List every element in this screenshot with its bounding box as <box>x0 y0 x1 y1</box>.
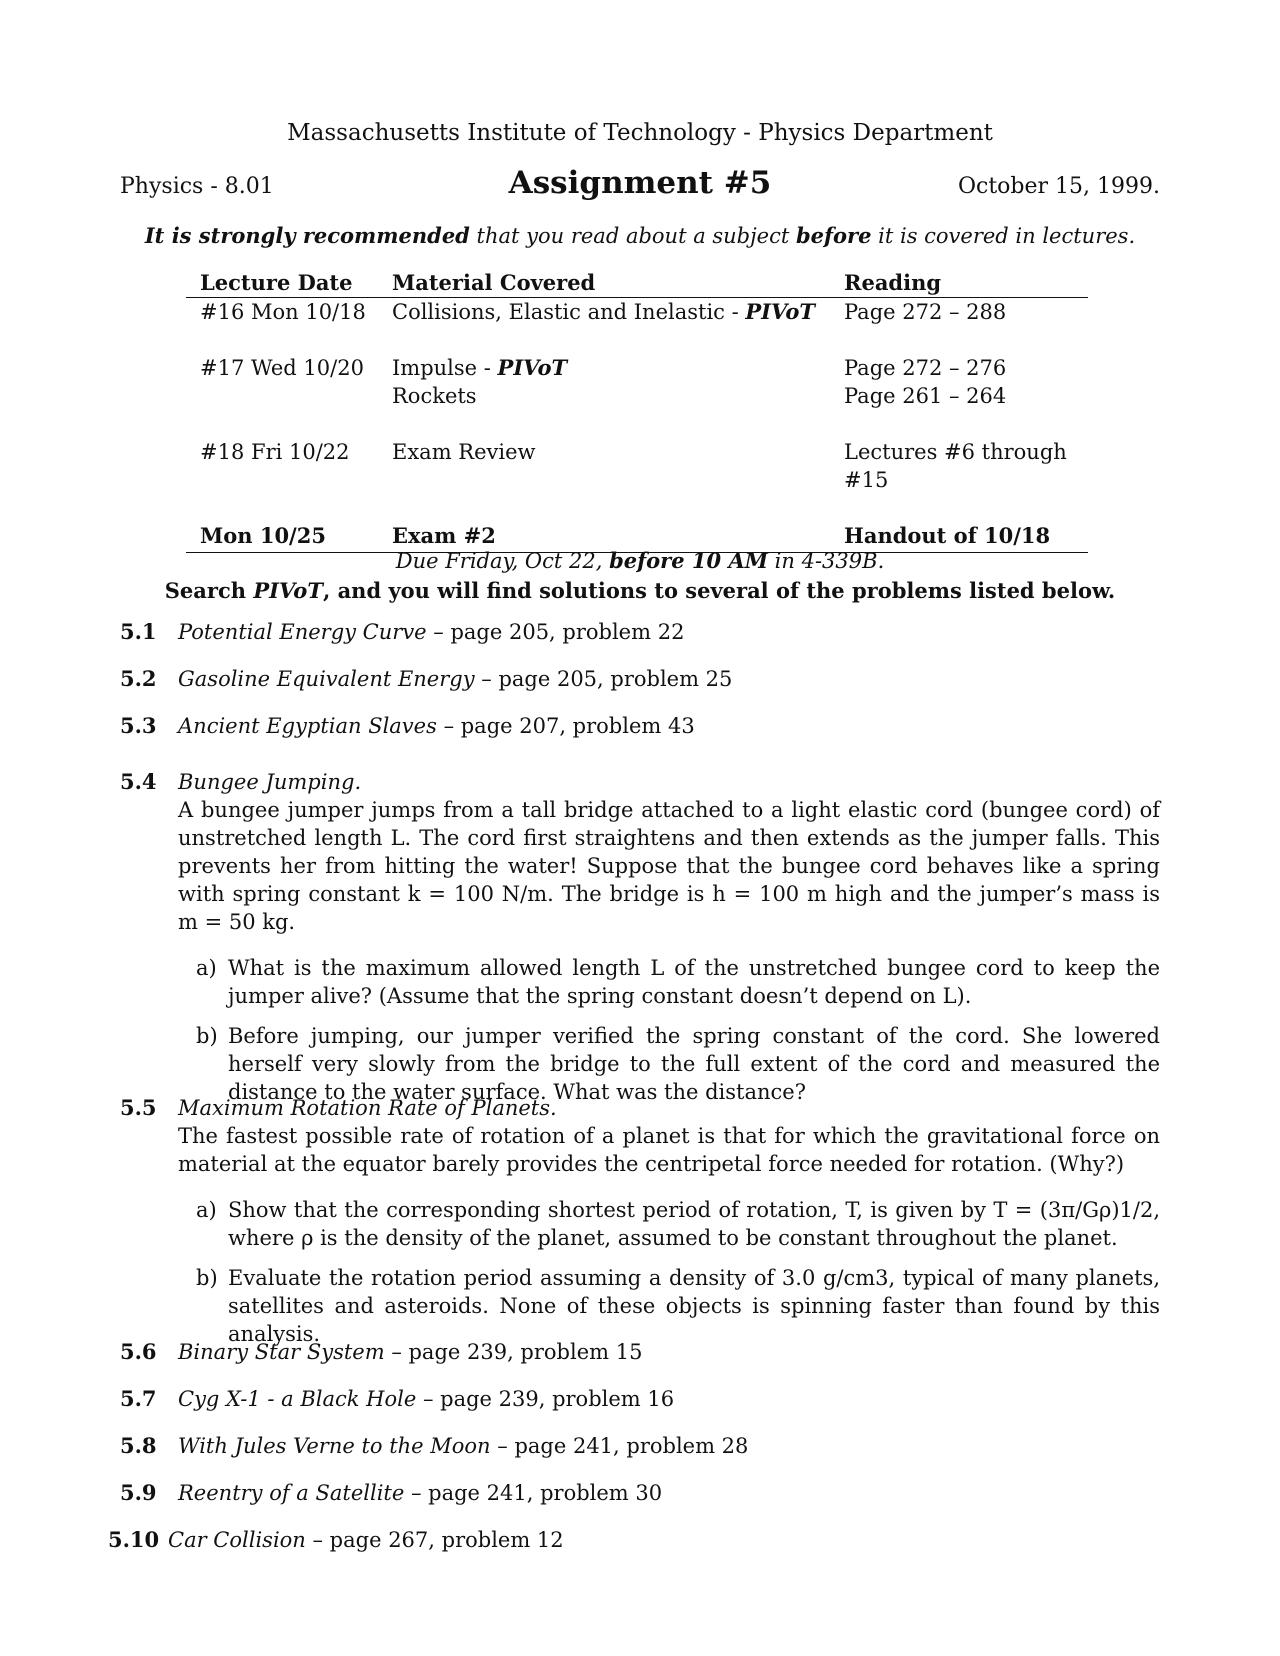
lecture-date: Mon 10/25 <box>200 523 326 548</box>
problem-number: 5.6 <box>120 1339 157 1364</box>
reading-pages: Handout of 10/18 <box>844 523 1051 548</box>
col-header-reading: Reading <box>844 270 942 295</box>
table-row <box>186 354 1088 382</box>
assignment-date: October 15, 1999. <box>957 174 1160 199</box>
problem-title: Car Collision <box>168 1528 306 1552</box>
problem-item <box>120 768 1160 1106</box>
due-date-line <box>0 548 1280 573</box>
part-label: b) <box>196 1024 218 1048</box>
problem-description: A bungee jumper jumps from a tall bridge attached to a light elastic cord (bungee cord) of unstretched length L. The cord first straightens and then extends as the jumper falls. This prevents her from hitting the water! Suppose that the bungee cord behaves like a spring with spring constant k = 100 N/m. The bridge is h = 100 m high and the jumper’s mass is m = 50 kg. <box>178 798 1160 934</box>
problem-description: The fastest possible rate of rotation of a planet is that for which the gravitational force on material at the equator barely provides the centripetal force needed for rotation. (Why?) <box>178 1124 1160 1176</box>
pivot-label: PIVoT <box>745 299 815 324</box>
problem-number: 5.8 <box>120 1433 157 1458</box>
problem-part-a <box>196 1196 1160 1252</box>
part-label: a) <box>196 1198 217 1222</box>
material-text: Collisions, Elastic and Inelastic - <box>392 300 746 324</box>
due-deadline: before 10 AM <box>609 548 768 573</box>
problem-title: Potential Energy Curve <box>178 620 427 644</box>
problem-title: Ancient Egyptian Slaves <box>178 714 437 738</box>
problem-title: Gasoline Equivalent Energy <box>178 667 475 691</box>
lecture-date: #16 Mon 10/18 <box>200 300 366 324</box>
problem-title: Bungee Jumping. <box>178 770 362 794</box>
problem-reference: – page 205, problem 25 <box>474 667 733 691</box>
reading-pages: Page 272 – 276 <box>844 356 1007 380</box>
problem-title: With Jules Verne to the Moon <box>178 1434 491 1458</box>
problem-title: Reentry of a Satellite <box>178 1481 405 1505</box>
search-text: Search <box>164 578 254 603</box>
pivot-label: PIVoT <box>497 355 568 380</box>
material-covered: Exam #2 <box>392 523 496 548</box>
problem-item <box>120 1385 1160 1413</box>
page-title: Assignment #5 <box>508 165 772 201</box>
col-header-material: Material Covered <box>392 270 596 295</box>
part-text: Show that the corresponding shortest period of rotation, T, is given by T = (3π/Gρ)1/2, where ρ is the density of the planet, assumed to be constant throughout the planet. <box>228 1198 1160 1250</box>
problem-title: Maximum Rotation Rate of Planets. <box>178 1096 557 1120</box>
lecture-schedule-table <box>186 268 1088 553</box>
problem-title: Binary Star System <box>178 1340 385 1364</box>
recommend-text: that you read about a subject <box>469 224 796 248</box>
recommend-emphasis: It is strongly recommended <box>144 223 470 248</box>
problem-reference: – page 241, problem 28 <box>490 1434 749 1458</box>
material-covered <box>378 298 830 355</box>
problem-reference: – page 205, problem 22 <box>426 620 685 644</box>
course-label: Physics - 8.01 <box>120 174 274 199</box>
problem-number: 5.2 <box>120 666 157 691</box>
reading-pages: Lectures #6 through #15 <box>844 440 1067 492</box>
problem-reference: – page 241, problem 30 <box>404 1481 663 1505</box>
empty-cell <box>186 382 378 438</box>
institution-line: Massachusetts Institute of Technology - Physics Department <box>287 120 993 146</box>
problem-reference: – page 239, problem 15 <box>384 1340 643 1364</box>
part-text: Evaluate the rotation period assuming a density of 3.0 g/cm3, typical of many planets, satellites and asteroids. None of these objects is spinning faster than found by this analysis. <box>228 1266 1160 1346</box>
problem-item <box>120 1338 1160 1366</box>
reading-recommendation <box>0 223 1280 248</box>
part-label: a) <box>196 956 217 980</box>
recommend-end: it is covered in lectures. <box>871 224 1136 248</box>
search-text-end: , and you will find solutions to several of the problems listed below. <box>322 578 1116 603</box>
due-location: in 4-339B. <box>768 549 885 573</box>
due-text: Due Friday, Oct 22, <box>395 549 610 573</box>
problem-number: 5.4 <box>120 769 157 794</box>
problem-number: 5.3 <box>120 713 157 738</box>
search-pivot-line <box>0 578 1280 603</box>
problem-item <box>120 1094 1160 1348</box>
reading-pages: Page 261 – 264 <box>844 384 1007 408</box>
lecture-date: #18 Fri 10/22 <box>200 440 350 464</box>
problem-item <box>120 665 1160 693</box>
pivot-label: PIVoT <box>253 578 323 603</box>
problem-number: 5.5 <box>120 1095 157 1120</box>
problem-item <box>120 618 1160 646</box>
material-covered <box>378 354 830 382</box>
reading-pages: Page 272 – 288 <box>844 300 1007 324</box>
problem-reference: – page 239, problem 16 <box>416 1387 675 1411</box>
problem-title: Cyg X-1 - a Black Hole <box>178 1387 417 1411</box>
problem-number: 5.7 <box>120 1386 157 1411</box>
part-label: b) <box>196 1266 218 1290</box>
material-covered: Rockets <box>392 384 477 408</box>
problem-item <box>108 1526 1160 1554</box>
part-text: Before jumping, our jumper verified the spring constant of the cord. She lowered herself very slowly from the bridge to the full extent of the cord and measured the distance to the water surface. What was the distance? <box>228 1024 1160 1104</box>
problem-item <box>120 1479 1160 1507</box>
material-text: Impulse - <box>392 356 498 380</box>
problem-number: 5.9 <box>120 1480 157 1505</box>
col-header-date: Lecture Date <box>200 270 353 295</box>
table-row <box>186 438 1088 522</box>
problem-part-b <box>196 1264 1160 1348</box>
problem-item <box>120 1432 1160 1460</box>
recommend-before: before <box>795 223 872 248</box>
problem-reference: – page 207, problem 43 <box>436 714 695 738</box>
part-text: What is the maximum allowed length L of the unstretched bungee cord to keep the jumper alive? (Assume that the spring constant doesn’t depend on L). <box>228 956 1160 1008</box>
problem-reference: – page 267, problem 12 <box>305 1528 564 1552</box>
problem-item <box>120 712 1160 740</box>
problem-part-a <box>196 954 1160 1010</box>
material-covered: Exam Review <box>392 440 536 464</box>
table-row <box>186 382 1088 438</box>
problem-number: 5.10 <box>108 1527 160 1552</box>
problem-number: 5.1 <box>120 619 157 644</box>
table-header-row <box>186 268 1088 298</box>
table-row <box>186 298 1088 355</box>
lecture-date: #17 Wed 10/20 <box>200 356 364 380</box>
